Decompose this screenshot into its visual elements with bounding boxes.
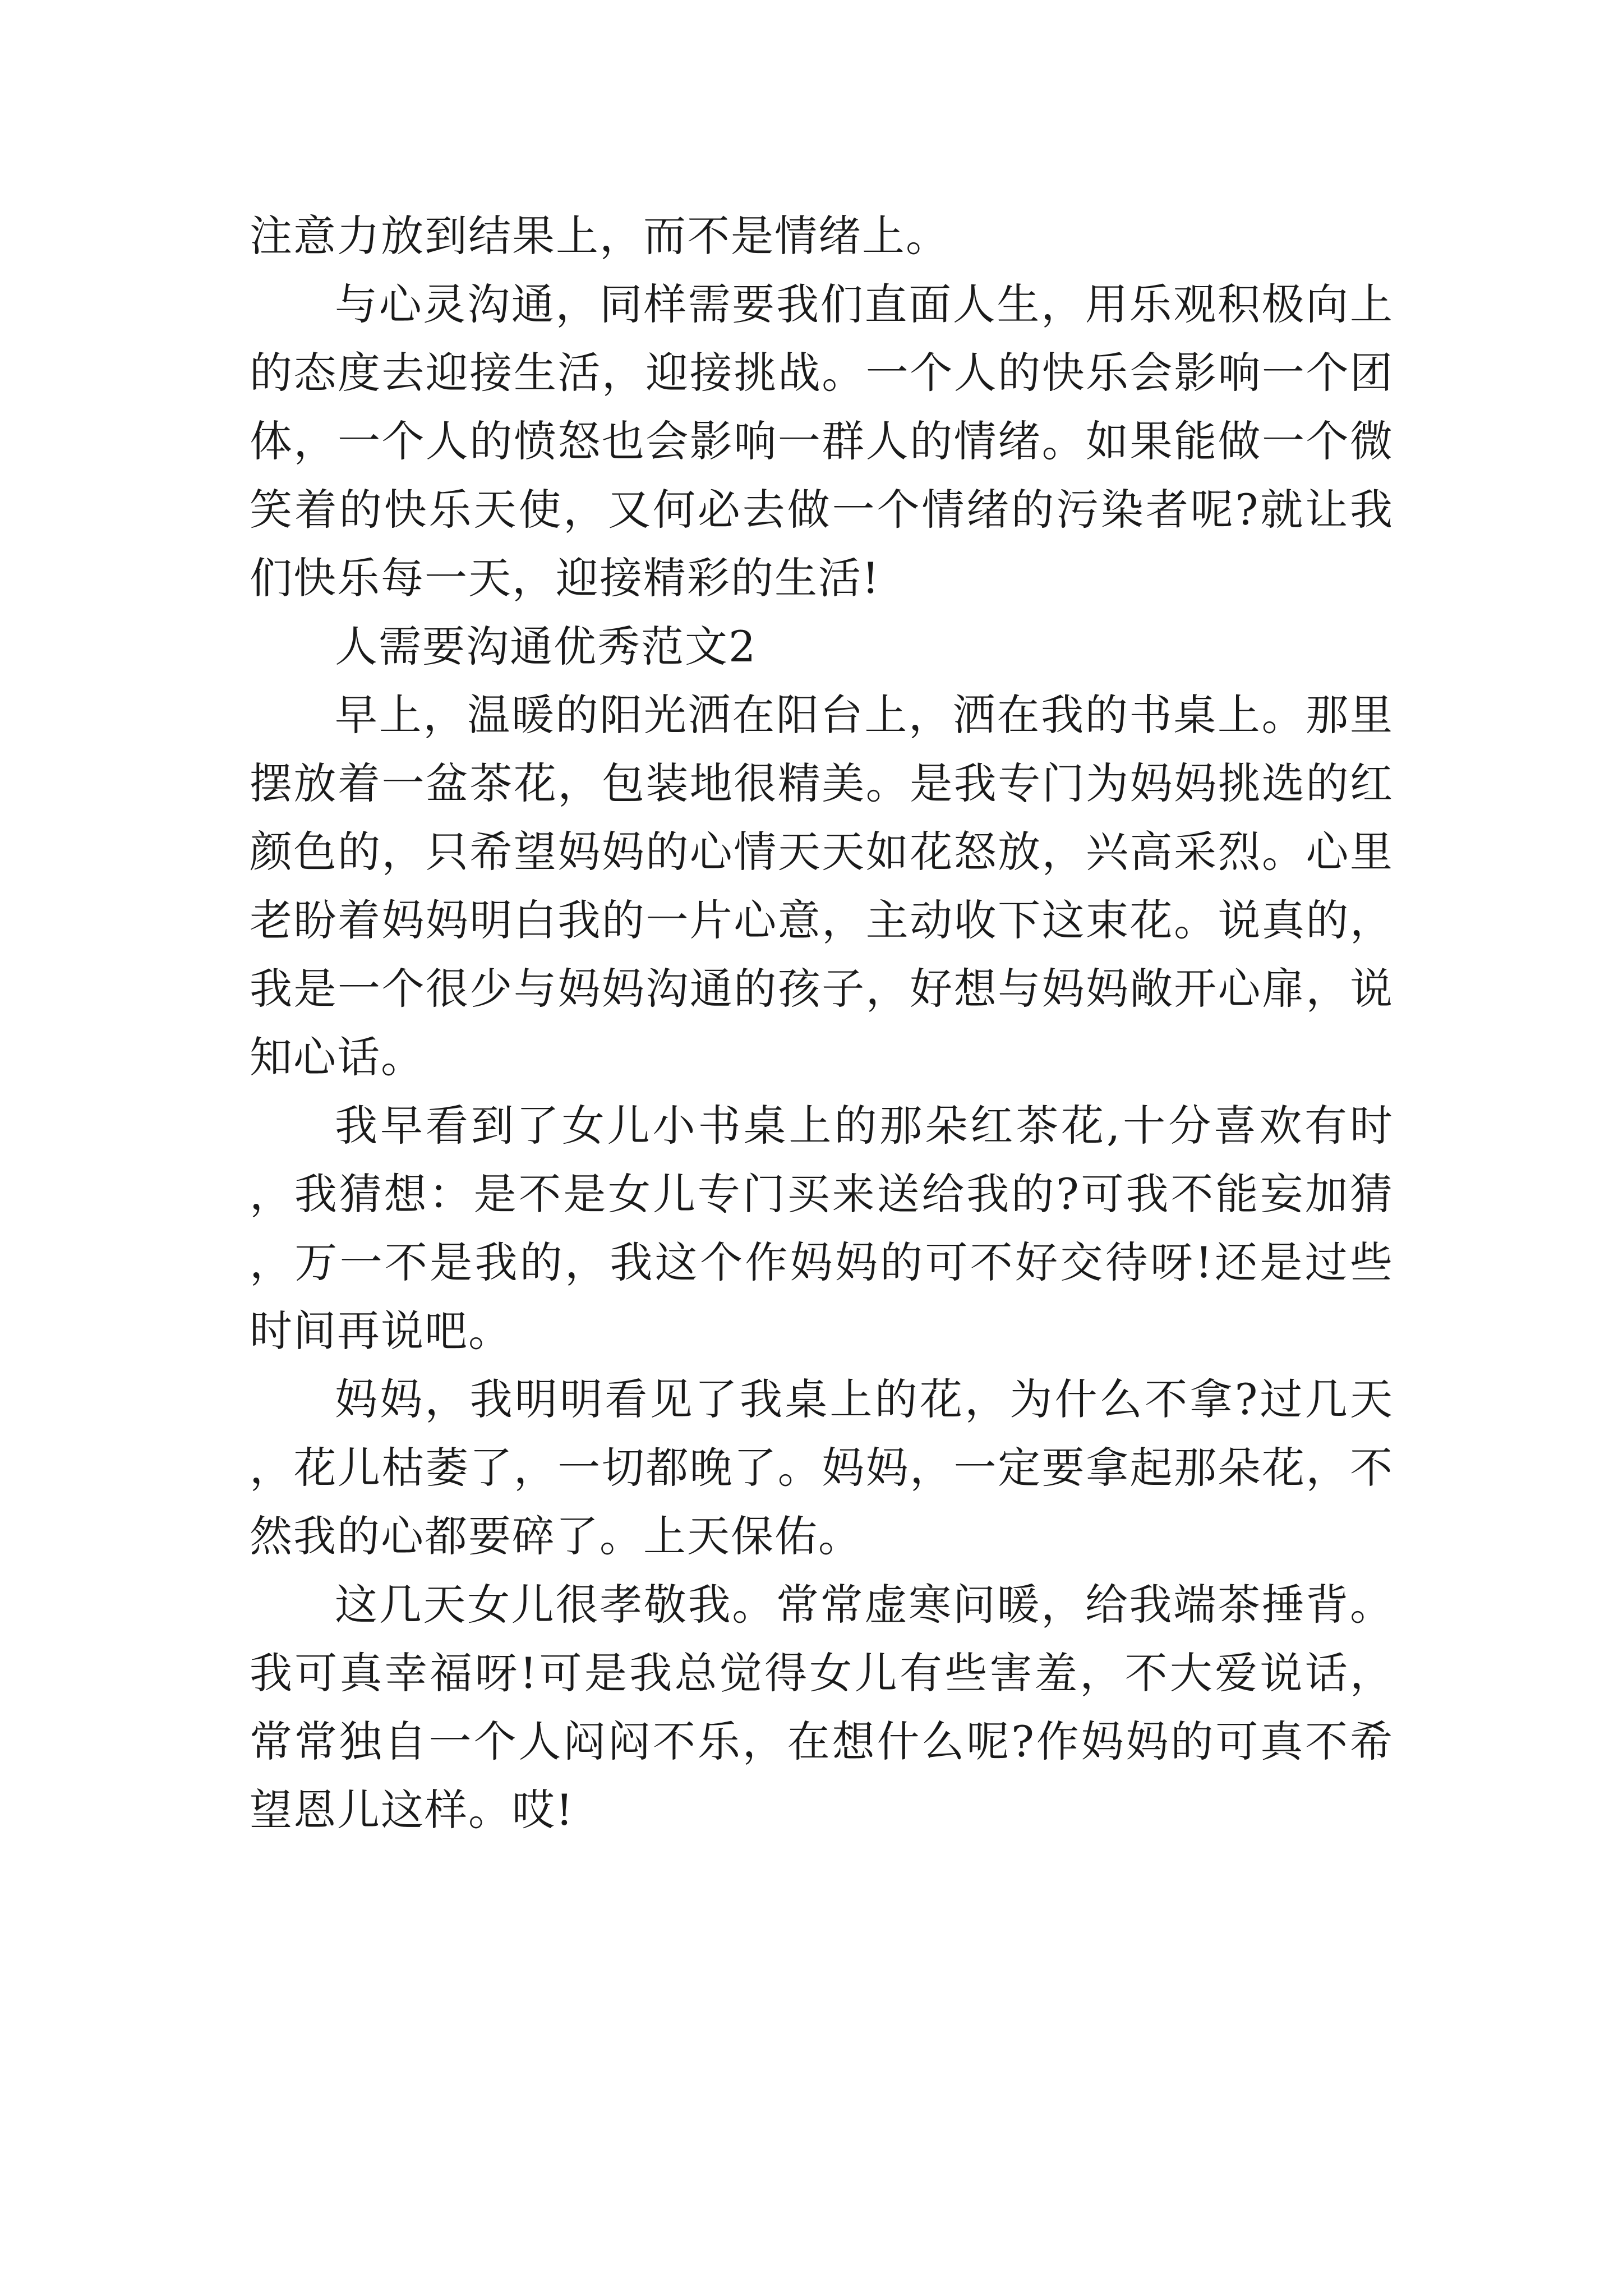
- paragraph-continued: 注意力放到结果上，而不是情绪上。: [250, 211, 949, 261]
- paragraph: 我早看到了女儿小书桌上的那朵红茶花,十分喜欢有时，我猜想：是不是女儿专门买来送给我的?可我不能妄加猜，万一不是我的，我这个作妈妈的可不好交待呀!还是过些时间再说吧。: [250, 1101, 1394, 1356]
- paragraph: 与心灵沟通，同样需要我们直面人生，用乐观积极向上的态度去迎接生活，迎接挑战。一个人的快乐会影响一个团体，一个人的愤怒也会影响一群人的情绪。如果能做一个微笑着的快乐天使，又何必去做一个情绪的污染者呢?就让我们快乐每一天，迎接精彩的生活!: [250, 279, 1394, 603]
- section-heading: 人需要沟通优秀范文2: [335, 622, 757, 671]
- paragraph: 妈妈，我明明看见了我桌上的花，为什么不拿?过几天，花儿枯萎了，一切都晚了。妈妈，一定要拿起那朵花，不然我的心都要碎了。上天保佑。: [250, 1374, 1394, 1561]
- body-text: [250, 202, 1394, 1844]
- paragraph: 早上，温暖的阳光洒在阳台上，洒在我的书桌上。那里摆放着一盆茶花，包装地很精美。是我专门为妈妈挑选的红颜色的，只希望妈妈的心情天天如花怒放，兴高采烈。心里老盼着妈妈明白我的一片心意，主动收下这束花。说真的，我是一个很少与妈妈沟通的孩子，好想与妈妈敞开心扉，说知心话。: [250, 690, 1394, 1082]
- paragraph: 这几天女儿很孝敬我。常常虚寒问暖，给我端茶捶背。我可真幸福呀!可是我总觉得女儿有些害羞，不大爱说话，常常独自一个人闷闷不乐，在想什么呢?作妈妈的可真不希望恩儿这样。哎!: [250, 1580, 1394, 1835]
